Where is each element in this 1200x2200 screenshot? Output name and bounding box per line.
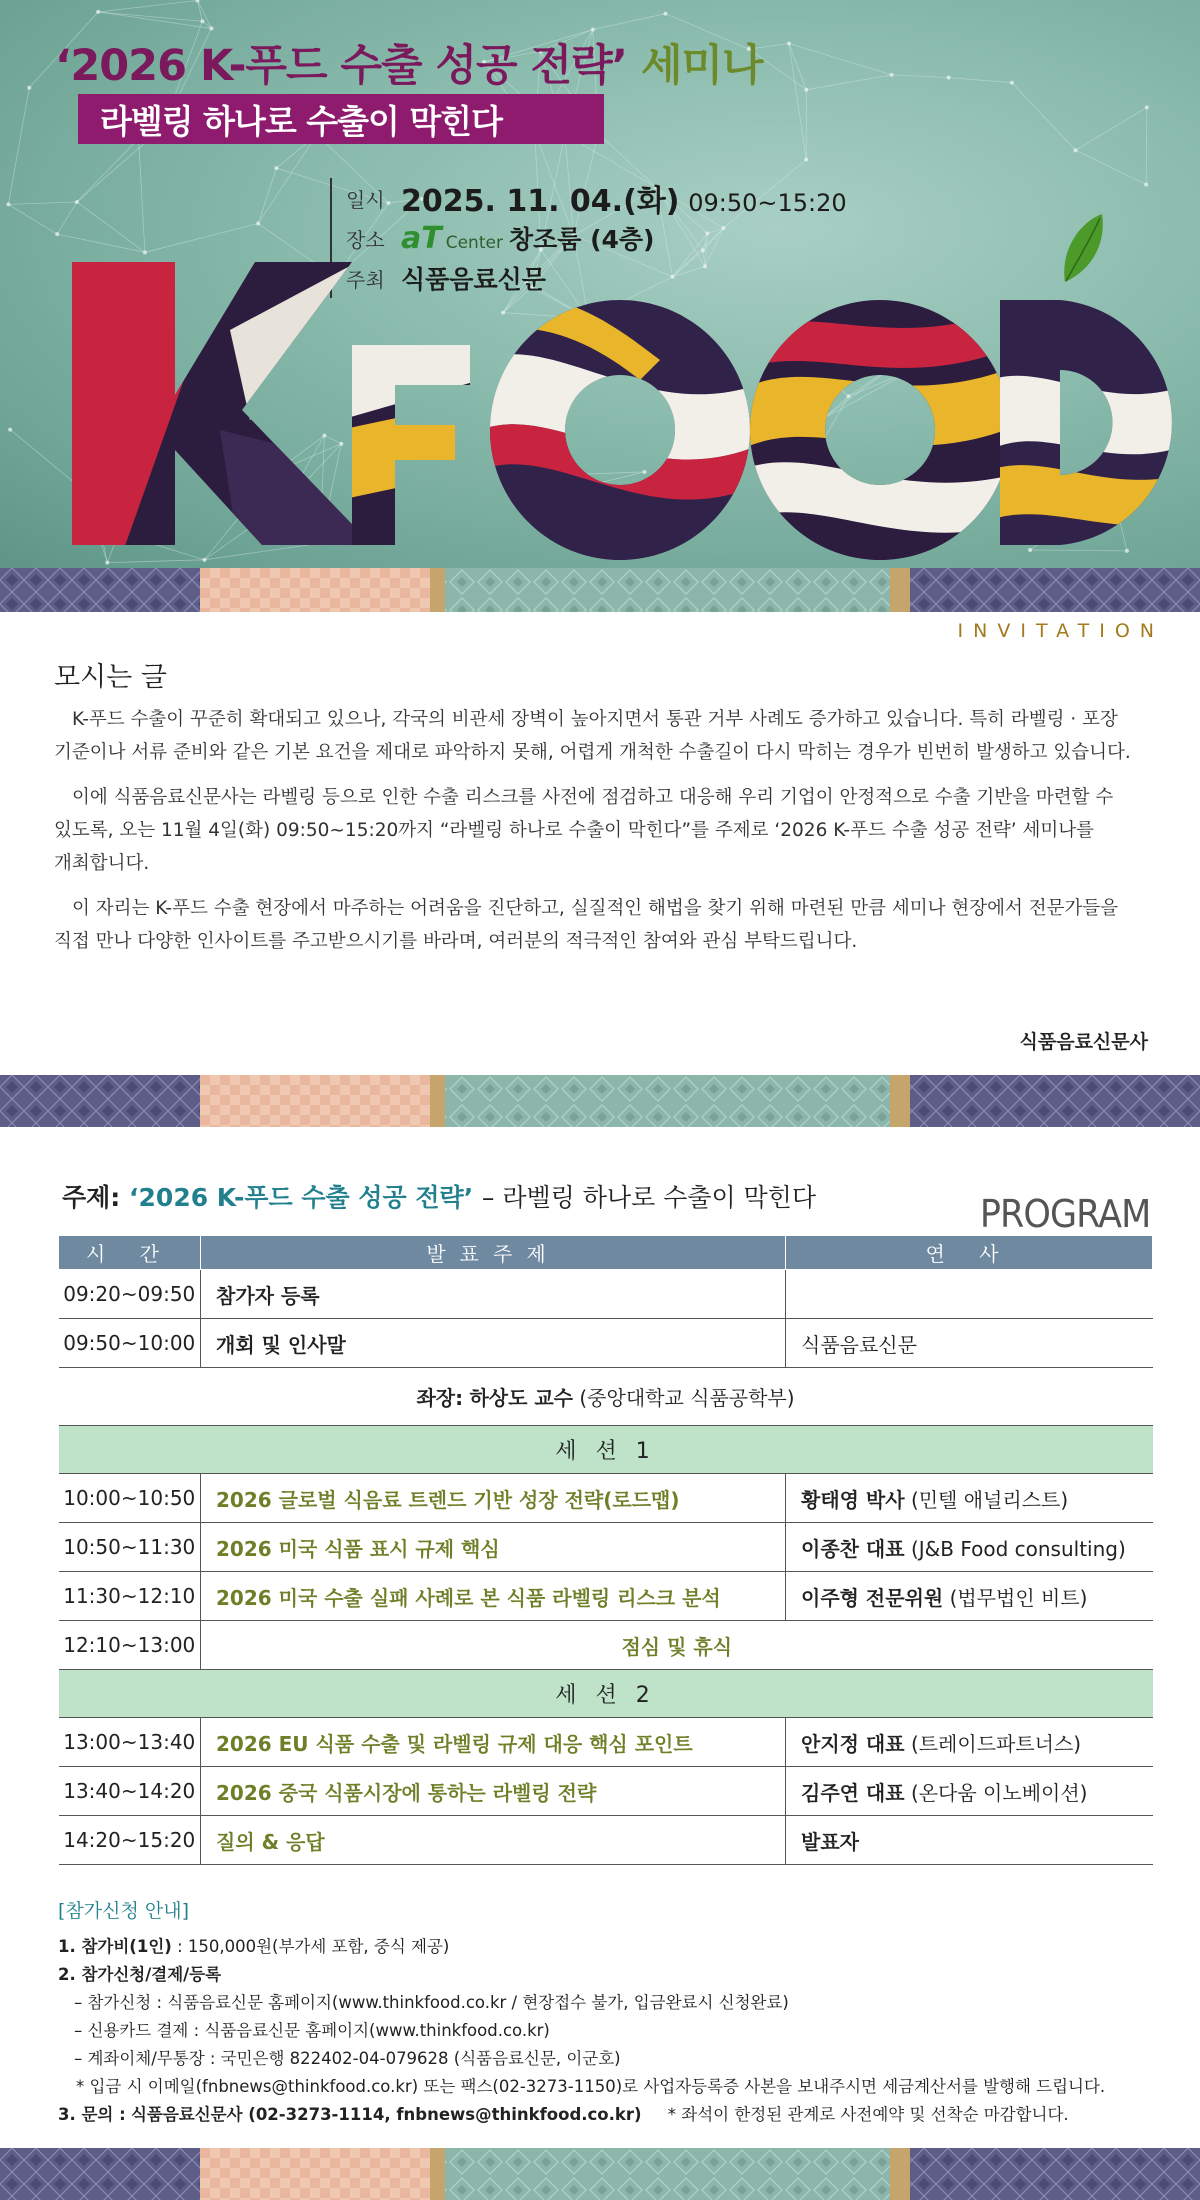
contact-label: 3. 문의 : <box>58 2105 126 2124</box>
registration-line <box>58 1961 1158 1989</box>
program-label: PROGRAM <box>979 1192 1150 1236</box>
row-speaker: 식품음료신문 <box>786 1319 1153 1368</box>
letter-k <box>60 250 380 560</box>
letter-o-second <box>740 290 1030 560</box>
registration-label: 2. 참가신청/결제/등록 <box>58 1965 222 1984</box>
at-logo: aT <box>401 221 442 256</box>
lunch-label: 점심 및 휴식 <box>201 1621 1153 1670</box>
speaker-affil: (법무법인 비트) <box>949 1585 1088 1610</box>
session-2-header <box>59 1670 1153 1718</box>
row-topic: 2026 EU 식품 수출 및 라벨링 규제 대응 핵심 포인트 <box>201 1718 786 1767</box>
row-time: 14:20~15:20 <box>59 1816 201 1865</box>
invitation-label: INVITATION <box>957 620 1164 642</box>
row-time: 11:30~12:10 <box>59 1572 201 1621</box>
row-topic: 질의 & 응답 <box>201 1816 786 1865</box>
fee-line <box>58 1933 1158 1961</box>
row-topic: 2026 미국 식품 표시 규제 핵심 <box>201 1523 786 1572</box>
place-label: 장소 <box>346 227 385 252</box>
fee-label: 1. 참가비(1인) <box>58 1937 172 1956</box>
date-label: 일시 <box>346 187 385 212</box>
speaker-name: 이주형 전문위원 <box>801 1585 944 1610</box>
at-center-text: Center <box>445 233 503 253</box>
speaker-name: 안지정 대표 <box>801 1731 905 1756</box>
row-topic: 개회 및 인사말 <box>201 1319 786 1368</box>
row-time: 10:00~10:50 <box>59 1474 201 1523</box>
contact-value: 식품음료신문사 (02-3273-1114, fnbnews@thinkfood.co.kr) <box>130 2105 642 2124</box>
session-2-label: 세 션 2 <box>59 1670 1153 1718</box>
topic-label: 주제: <box>62 1183 121 1212</box>
time-text: 09:50~15:20 <box>688 189 847 217</box>
table-row <box>59 1319 1153 1368</box>
topic-rest: – 라벨링 하나로 수출이 막힌다 <box>481 1183 817 1212</box>
decorative-band-middle <box>0 1075 1200 1127</box>
title-suffix: 세미나 <box>640 41 763 91</box>
row-topic: 2026 글로벌 식음료 트렌드 기반 성장 전략(로드맵) <box>201 1474 786 1523</box>
invitation-paragraph-1: K-푸드 수출이 꾸준히 확대되고 있으나, 각국의 비관세 장벽이 높아지면서 통관 거부 사례도 증가하고 있습니다. 특히 라벨링 · 포장 기준이나 서류 준비와 같은 기본 요건을 제대로 파악하지 못해, 어렵게 개척한 수출길이 다시 막히는 경우가 빈번히 발생하고 있습니다. <box>54 709 1131 763</box>
row-topic: 2026 미국 수출 실패 사례로 본 식품 라벨링 리스크 분석 <box>201 1572 786 1621</box>
row-speaker <box>786 1572 1153 1621</box>
chair-cell <box>59 1368 1153 1426</box>
letter-o-first <box>480 290 770 560</box>
speaker-name: 이종찬 대표 <box>801 1536 905 1561</box>
contact-line <box>58 2101 1158 2129</box>
chair-affil: (중앙대학교 식품공학부) <box>579 1386 795 1410</box>
chair-label: 좌장: <box>416 1386 464 1410</box>
table-header <box>59 1236 1153 1270</box>
speaker-affil: (민텔 애널리스트) <box>910 1487 1069 1512</box>
row-speaker <box>786 1270 1153 1319</box>
invitation-paragraph-2: 이에 식품음료신문사는 라벨링 등으로 인한 수출 리스크를 사전에 점검하고 대응해 우리 기업이 안정적으로 수출 기반을 마련할 수 있도록, 오는 11월 4일(화) 09:50~15:20까지 “라벨링 하나로 수출이 막힌다”를 주제로 ‘2026 K-푸드 수출 성공 전략’ 세미나를 개최합니다. <box>54 787 1114 874</box>
table-row <box>59 1523 1153 1572</box>
speaker-name: 황태영 박사 <box>801 1487 905 1512</box>
lunch-time: 12:10~13:00 <box>59 1621 201 1670</box>
table-row <box>59 1474 1153 1523</box>
row-speaker <box>786 1767 1153 1816</box>
row-time: 09:50~10:00 <box>59 1319 201 1368</box>
invitation-paragraph-3: 이 자리는 K-푸드 수출 현장에서 마주하는 어려움을 진단하고, 실질적인 해법을 찾기 위해 마련된 만큼 세미나 현장에서 전문가들을 직접 만나 다양한 인사이트를 주고받으시기를 바라며, 여러분의 적극적인 참여와 관심 부탁드립니다. <box>54 898 1119 952</box>
registration-item: – 참가신청 : 식품음료신문 홈페이지(www.thinkfood.co.kr / 현장접수 불가, 입금완료시 신청완료) <box>74 1993 789 2012</box>
topic-accent: ‘2026 K-푸드 수출 성공 전략’ <box>129 1183 474 1212</box>
invitation-body <box>54 703 1150 970</box>
host-label: 주최 <box>346 267 385 292</box>
kfood-graphic <box>0 0 1200 568</box>
row-time: 13:40~14:20 <box>59 1767 201 1816</box>
row-speaker <box>786 1718 1153 1767</box>
lunch-row <box>59 1621 1153 1670</box>
payment-note: * 입금 시 이메일(fnbnews@thinkfood.co.kr) 또는 팩스(02-3273-1150)로 사업자등록증 사본을 보내주시면 세금계산서를 발행해 드립니다. <box>76 2077 1106 2096</box>
chair-row <box>59 1368 1153 1426</box>
letter-f <box>340 330 480 560</box>
row-time: 09:20~09:50 <box>59 1270 201 1319</box>
table-row <box>59 1816 1153 1865</box>
row-speaker <box>786 1474 1153 1523</box>
application-info <box>58 1897 1158 2129</box>
invitation-signature: 식품음료신문사 <box>1019 1031 1148 1053</box>
table-row <box>59 1718 1153 1767</box>
decorative-band-bottom <box>0 2148 1200 2200</box>
contact-note: * 좌석이 한정된 관계로 사전예약 및 선착순 마감합니다. <box>667 2105 1069 2124</box>
row-time: 13:00~13:40 <box>59 1718 201 1767</box>
registration-item: – 계좌이체/무통장 : 국민은행 822402-04-079628 (식품음료신문, 이군호) <box>74 2049 621 2068</box>
chair-name: 하상도 교수 <box>469 1386 574 1410</box>
speaker-affil: (J&B Food consulting) <box>910 1536 1126 1561</box>
host-value: 식품음료신문 <box>401 265 546 294</box>
header-time: 시 간 <box>59 1236 201 1270</box>
table-row <box>59 1270 1153 1319</box>
leaf-icon <box>1064 214 1103 282</box>
fee-value: : 150,000원(부가세 포함, 중식 제공) <box>177 1937 450 1956</box>
row-topic: 참가자 등록 <box>201 1270 786 1319</box>
row-time: 10:50~11:30 <box>59 1523 201 1572</box>
row-topic: 2026 중국 식품시장에 통하는 라벨링 전략 <box>201 1767 786 1816</box>
speaker-name: 김주연 대표 <box>801 1780 905 1805</box>
registration-item: – 신용카드 결제 : 식품음료신문 홈페이지(www.thinkfood.co.kr) <box>74 2021 550 2040</box>
letter-d <box>990 290 1200 560</box>
invitation-title: 모시는 글 <box>54 662 167 693</box>
table-row <box>59 1572 1153 1621</box>
table-row <box>59 1767 1153 1816</box>
session-1-label: 세 션 1 <box>59 1426 1153 1474</box>
program-topic <box>62 1178 816 1214</box>
title-quoted: ‘2026 K-푸드 수출 성공 전략’ <box>55 41 627 91</box>
application-heading: [참가신청 안내] <box>58 1900 189 1922</box>
place-room: 창조룸 (4층) <box>508 225 655 254</box>
hero-banner <box>0 0 1200 568</box>
program-table <box>58 1235 1153 1865</box>
row-speaker <box>786 1816 1153 1865</box>
speaker-name: 발표자 <box>801 1829 859 1854</box>
session-1-header <box>59 1426 1153 1474</box>
seminar-subtitle: 라벨링 하나로 수출이 막힌다 <box>78 94 604 144</box>
decorative-band-top <box>0 568 1200 612</box>
speaker-affil: (온다움 이노베이션) <box>910 1780 1088 1805</box>
header-speaker: 연 사 <box>786 1236 1153 1270</box>
speaker-affil: (트레이드파트너스) <box>910 1731 1082 1756</box>
date-text: 2025. 11. 04.(화) <box>401 184 680 219</box>
header-topic: 발표주제 <box>201 1236 786 1270</box>
row-speaker <box>786 1523 1153 1572</box>
